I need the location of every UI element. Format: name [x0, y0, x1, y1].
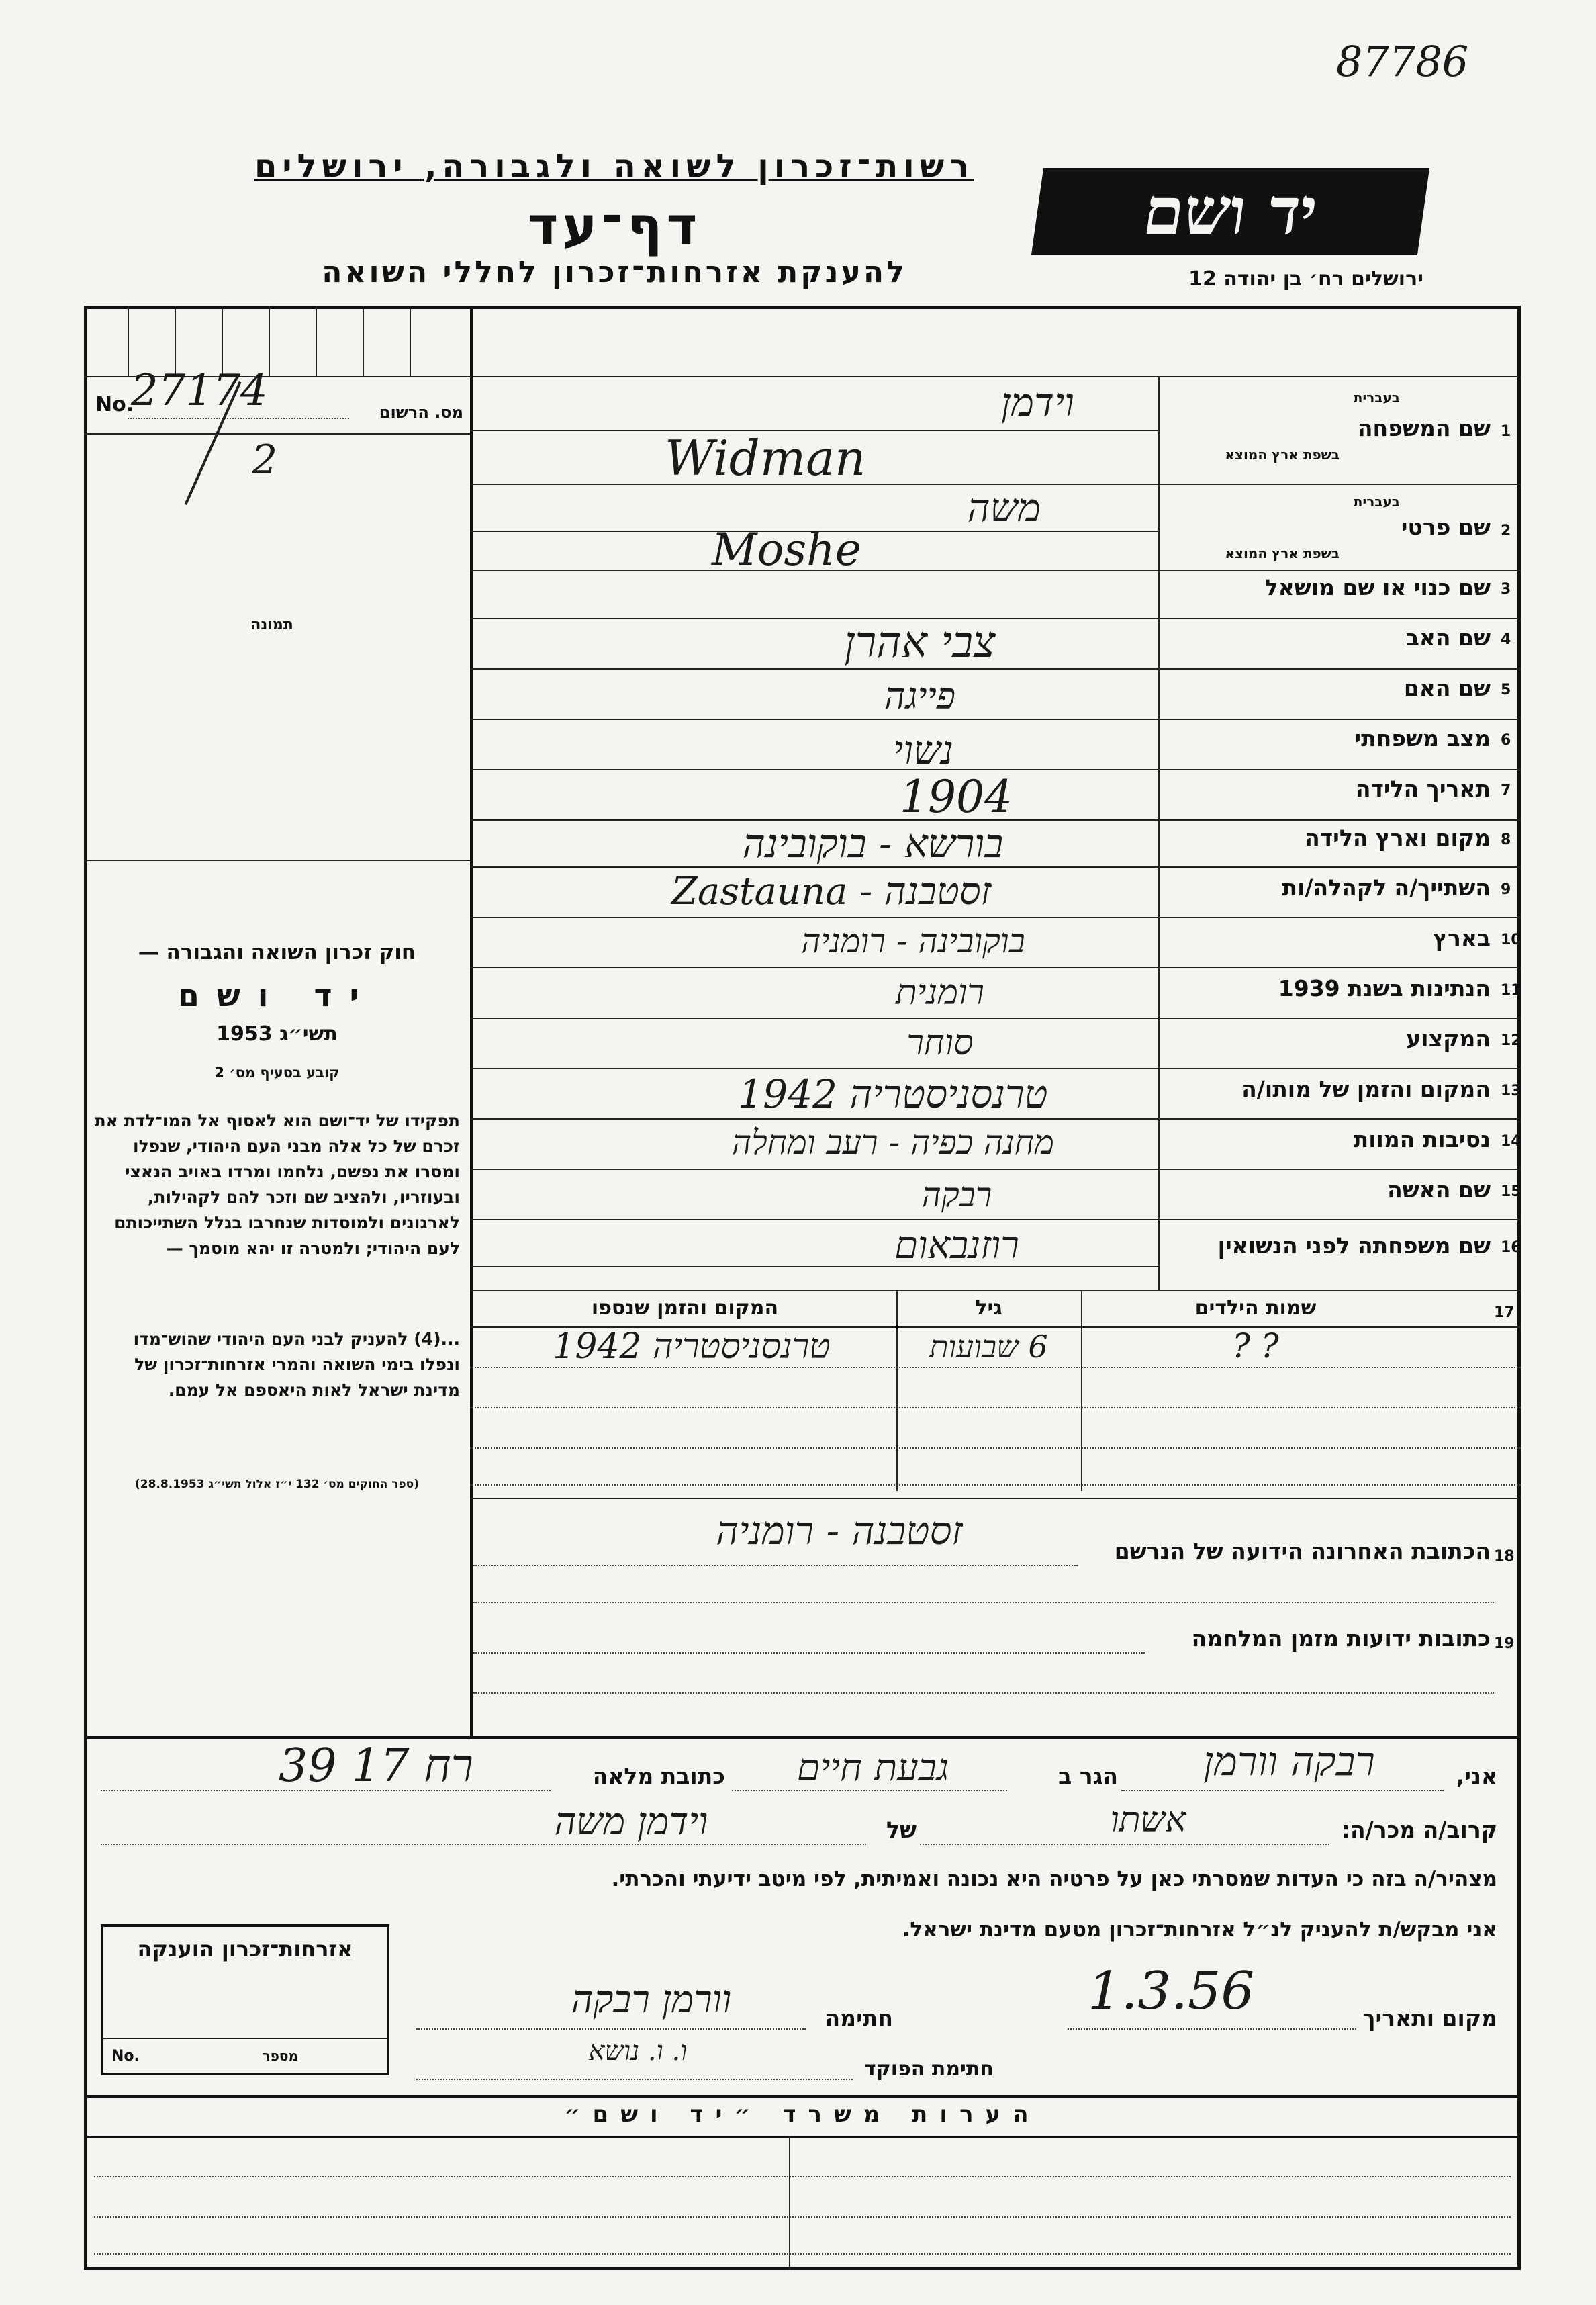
form-title: דף־עד — [527, 196, 702, 257]
field-13-value: טרנסניסטריה 1942 — [738, 1071, 1048, 1117]
field-2-number: 2 — [1501, 523, 1511, 539]
relative-value: אשתו — [1110, 1800, 1186, 1840]
place-date-label: מקום ותאריך — [1362, 2005, 1497, 2031]
field-10-value: בוקובינה - רומניה — [801, 921, 1025, 960]
field-8-label: מקום וארץ הלידה — [1305, 825, 1491, 851]
field-5-value: פייגה — [884, 675, 956, 717]
citizenship-no-label: No. — [111, 2048, 140, 2065]
field-9-value: Zastauna - זסטבנה — [671, 870, 992, 913]
field-14-label: נסיבות המוות — [1353, 1126, 1491, 1152]
law-text-clause-4: ...(4) להעניק לבני העם היהודי שהוש־מדו ונפלו בימי השואה והמרי אזרחות־זכרון של מדינת ישראל לאות היאספם אל עמם. — [133, 1329, 460, 1400]
children-col-age: גיל — [975, 1296, 1002, 1320]
resides-label: הגר ב — [1058, 1763, 1118, 1789]
field-14-value: מחנה כפיה - רעב ומחלה — [732, 1123, 1054, 1162]
yad-vashem-logo — [1031, 168, 1429, 255]
field-10-number: 10 — [1501, 932, 1521, 948]
field-12-number: 12 — [1501, 1032, 1521, 1049]
reg-no-fraction: 2 — [252, 437, 278, 484]
declarant-name: רבקה וורמן — [1203, 1738, 1375, 1785]
address-value: רח 17 39 — [279, 1739, 473, 1793]
field-1-label: שם המשפחה — [1357, 415, 1491, 441]
law-reference: (ספר החוקים מס׳ 132 י״ז אלול תשי״ג 28.8.1953) — [135, 1478, 419, 1491]
field-1-sub-hebrew: בעברית — [1353, 390, 1400, 406]
field-7-label: תאריך הלידה — [1355, 776, 1491, 802]
field-5-number: 5 — [1501, 682, 1511, 698]
field-7-value: 1904 — [900, 771, 1013, 823]
field-1-value-latin: Widman — [665, 430, 866, 486]
field-6-label: מצב משפחתי — [1354, 725, 1491, 752]
field-4-value: צבי אהרן — [844, 618, 996, 668]
field-2-sub-hebrew: בעברית — [1353, 494, 1400, 510]
field-15-value: רבקה — [921, 1175, 992, 1214]
field-3-label: שם כנוי או שם מושאל — [1264, 574, 1491, 600]
citizenship-no-hebrew: מספר — [262, 2048, 298, 2064]
field-17-number: 17 — [1494, 1304, 1515, 1321]
law-text: תפקידו של יד־ושם הוא לאסוף אל המו־לדת את זכרם של כל אלה מבני העם היהודי, שנפלו ומסרו את נפשם, נלחמו ומרדו באויב הנאצי ובעוזריו, ולהציב שם וזכר להם לקהילות, לארגונים ולמוסדות שנחרבו בגלל השתייכותם לעם היהודי; ולמטרה זו יהא מוסמך — — [94, 1111, 460, 1258]
reg-no-hebrew-label: מס. הרשום — [379, 403, 463, 422]
field-16-value: רוזנבאום — [894, 1224, 1019, 1267]
law-clause: קובע בסעיף מס׳ 2 — [214, 1065, 340, 1081]
signature-label: חתימה — [825, 2005, 893, 2031]
request-text: אני מבקש/ת להעניק לנ״ל אזרחות־זכרון מטעם מדינת ישראל. — [902, 1917, 1497, 1942]
of-label: של — [886, 1817, 917, 1843]
field-16-label: שם משפחתה לפני הנשואין — [1217, 1232, 1491, 1259]
signature-value: וורמן רבקה — [571, 1978, 732, 2022]
children-col-place: המקום והזמן שנספו — [591, 1296, 779, 1320]
field-8-value: בורשא - בוקובינה — [742, 821, 1004, 866]
child-1-place: טרנסניסטריה 1942 — [553, 1326, 831, 1367]
field-15-number: 15 — [1501, 1183, 1521, 1200]
office-notes-title: הערות משרד ״יד ושם״ — [564, 2101, 1041, 2128]
field-6-value: נשוי — [893, 727, 953, 773]
field-9-number: 9 — [1501, 881, 1511, 898]
field-18-number: 18 — [1494, 1548, 1515, 1565]
officer-signature: ו. ו. נושא — [588, 2036, 688, 2067]
field-2-label: שם פרטי — [1401, 514, 1491, 540]
date-value: 1.3.56 — [1088, 1961, 1255, 2022]
reg-no-value: 27174 — [131, 366, 268, 416]
of-value: וידמן משה — [554, 1800, 708, 1844]
top-registry-number: 87786 — [1336, 37, 1469, 86]
field-14-number: 14 — [1501, 1133, 1521, 1150]
child-1-name: ? ? — [1232, 1326, 1279, 1365]
field-8-number: 8 — [1501, 831, 1511, 848]
field-3-number: 3 — [1501, 581, 1511, 598]
field-1-sub-origin: בשפת ארץ המוצא — [1225, 447, 1340, 463]
field-12-value: סוחר — [906, 1023, 974, 1063]
field-11-number: 11 — [1501, 982, 1521, 999]
full-address-label: כתובת מלאה — [592, 1763, 725, 1789]
field-15-label: שם האשה — [1387, 1177, 1491, 1203]
field-13-number: 13 — [1501, 1083, 1521, 1099]
field-9-label: השתייך/ה לקהלה/ות — [1282, 874, 1491, 901]
address-line: ירושלים רח׳ בן יהודה 12 — [1188, 267, 1423, 291]
resides-value: גבעת חיים — [796, 1746, 949, 1790]
field-1-value-hebrew: וידמן — [1000, 379, 1074, 425]
relative-label: קרוב/ה מכר/ה: — [1341, 1817, 1497, 1843]
child-1-age: 6 שבועות — [929, 1328, 1048, 1365]
law-name: יד ושם — [177, 977, 377, 1013]
photo-label: תמונה — [250, 617, 293, 633]
field-7-number: 7 — [1501, 782, 1511, 799]
declaration-text: מצהיר/ה בזה כי העדות שמסרתי כאן על פרטיה היא נכונה ואמיתית, לפי מיטב ידיעתי והכרתי. — [611, 1867, 1497, 1891]
children-col-names: שמות הילדים — [1194, 1296, 1317, 1320]
field-2-value-latin: Moshe — [712, 524, 861, 576]
form-subtitle: להענקת אזרחות־זכרון לחללי השואה — [322, 255, 907, 289]
field-6-number: 6 — [1501, 732, 1511, 749]
officer-label: חתימת הפוקד — [864, 2057, 994, 2081]
field-2-value-hebrew: משה — [967, 485, 1041, 531]
field-2-sub-origin: בשפת ארץ המוצא — [1225, 545, 1340, 561]
field-4-label: שם האב — [1405, 625, 1491, 651]
org-line: רשות־זכרון לשואה ולגבורה, ירושלים — [254, 148, 975, 185]
field-1-number: 1 — [1501, 423, 1511, 440]
law-title: חוק זכרון השואה והגבורה — — [138, 940, 416, 964]
field-4-number: 4 — [1501, 631, 1511, 648]
field-12-label: המקצוע — [1406, 1026, 1491, 1052]
field-11-label: הנתינות בשנת 1939 — [1278, 975, 1491, 1001]
field-5-label: שם האם — [1403, 675, 1491, 701]
field-11-value: רומנית — [896, 973, 984, 1013]
field-18-label: הכתובת האחרונה הידועה של הנרשם — [1114, 1538, 1491, 1564]
declarant-i-label: אני, — [1456, 1763, 1497, 1789]
citizenship-granted-box — [101, 1924, 389, 2075]
law-year: תשי״ג 1953 — [216, 1022, 338, 1046]
citizenship-box-title: אזרחות־זכרון הוענקה — [137, 1936, 353, 1962]
logo-text: יד ושם — [1139, 173, 1323, 249]
field-19-label: כתובות ידועות מזמן המלחמה — [1191, 1625, 1491, 1652]
field-19-number: 19 — [1494, 1635, 1515, 1652]
reg-no-label: No. — [95, 393, 134, 416]
field-10-label: בארץ — [1433, 925, 1491, 951]
field-16-number: 16 — [1501, 1239, 1521, 1256]
field-13-label: המקום והזמן של מותו/ה — [1241, 1076, 1491, 1102]
field-18-value: זסטבנה - רומניה — [716, 1508, 963, 1553]
